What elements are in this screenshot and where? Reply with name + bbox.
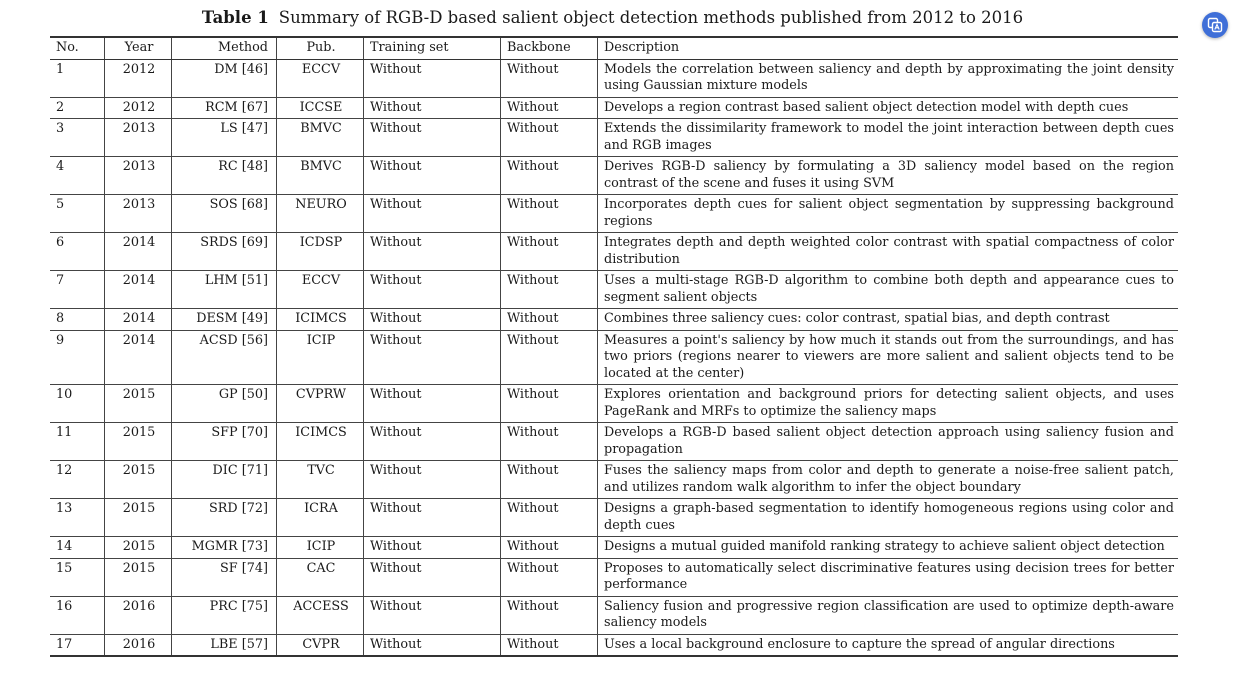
cell-training-set: Without xyxy=(364,157,501,195)
cell-no: 11 xyxy=(50,423,105,461)
cell-method: DM [46] xyxy=(172,59,277,97)
header-pub: Pub. xyxy=(277,37,364,59)
cell-pub: ICDSP xyxy=(277,233,364,271)
cell-year: 2013 xyxy=(105,157,172,195)
cell-backbone: Without xyxy=(501,157,598,195)
cell-year: 2015 xyxy=(105,537,172,559)
cell-pub: ICIMCS xyxy=(277,423,364,461)
header-training-set: Training set xyxy=(364,37,501,59)
table-row xyxy=(50,537,1178,559)
table-row xyxy=(50,309,1178,331)
translate-icon xyxy=(1207,17,1223,33)
cell-method: MGMR [73] xyxy=(172,537,277,559)
cell-backbone: Without xyxy=(501,461,598,499)
cell-training-set: Without xyxy=(364,271,501,309)
cell-pub: ICCSE xyxy=(277,97,364,119)
cell-backbone: Without xyxy=(501,558,598,596)
cell-description: Develops a region contrast based salient object detection model with depth cues xyxy=(598,97,1179,119)
cell-no: 13 xyxy=(50,499,105,537)
cell-training-set: Without xyxy=(364,119,501,157)
cell-no: 7 xyxy=(50,271,105,309)
cell-method: SRDS [69] xyxy=(172,233,277,271)
cell-pub: BMVC xyxy=(277,119,364,157)
cell-training-set: Without xyxy=(364,499,501,537)
cell-pub: ECCV xyxy=(277,59,364,97)
cell-pub: ICIP xyxy=(277,537,364,559)
cell-backbone: Without xyxy=(501,97,598,119)
cell-description: Integrates depth and depth weighted color contrast with spatial compactness of color distribution xyxy=(598,233,1179,271)
cell-description: Explores orientation and background priors for detecting salient objects, and uses PageRank and MRFs to optimize the saliency maps xyxy=(598,385,1179,423)
cell-year: 2014 xyxy=(105,233,172,271)
cell-backbone: Without xyxy=(501,271,598,309)
header-no: No. xyxy=(50,37,105,59)
cell-no: 3 xyxy=(50,119,105,157)
cell-training-set: Without xyxy=(364,309,501,331)
cell-description: Fuses the saliency maps from color and depth to generate a noise-free salient patch, and utilizes random walk algorithm to infer the object boundary xyxy=(598,461,1179,499)
cell-description: Models the correlation between saliency and depth by approximating the joint density using Gaussian mixture models xyxy=(598,59,1179,97)
cell-year: 2013 xyxy=(105,119,172,157)
header-description: Description xyxy=(598,37,1179,59)
cell-method: SOS [68] xyxy=(172,195,277,233)
cell-backbone: Without xyxy=(501,233,598,271)
cell-no: 17 xyxy=(50,634,105,656)
cell-training-set: Without xyxy=(364,97,501,119)
cell-method: GP [50] xyxy=(172,385,277,423)
cell-backbone: Without xyxy=(501,596,598,634)
cell-year: 2015 xyxy=(105,461,172,499)
cell-method: SF [74] xyxy=(172,558,277,596)
cell-training-set: Without xyxy=(364,634,501,656)
cell-year: 2016 xyxy=(105,596,172,634)
table-row xyxy=(50,330,1178,385)
cell-backbone: Without xyxy=(501,309,598,331)
cell-no: 9 xyxy=(50,330,105,385)
methods-table xyxy=(50,36,1178,657)
cell-method: DESM [49] xyxy=(172,309,277,331)
cell-no: 8 xyxy=(50,309,105,331)
cell-backbone: Without xyxy=(501,499,598,537)
cell-no: 5 xyxy=(50,195,105,233)
cell-pub: CAC xyxy=(277,558,364,596)
cell-method: DIC [71] xyxy=(172,461,277,499)
cell-pub: TVC xyxy=(277,461,364,499)
cell-pub: BMVC xyxy=(277,157,364,195)
cell-description: Derives RGB-D saliency by formulating a 3D saliency model based on the region contrast of the scene and fuses it using SVM xyxy=(598,157,1179,195)
cell-training-set: Without xyxy=(364,461,501,499)
cell-no: 4 xyxy=(50,157,105,195)
cell-method: PRC [75] xyxy=(172,596,277,634)
cell-description: Proposes to automatically select discriminative features using decision trees for better performance xyxy=(598,558,1179,596)
cell-description: Designs a mutual guided manifold ranking strategy to achieve salient object detection xyxy=(598,537,1179,559)
table-label: Table 1 xyxy=(201,8,269,27)
cell-description: Uses a multi-stage RGB-D algorithm to combine both depth and appearance cues to segment salient objects xyxy=(598,271,1179,309)
cell-method: LHM [51] xyxy=(172,271,277,309)
cell-backbone: Without xyxy=(501,537,598,559)
cell-pub: ICIMCS xyxy=(277,309,364,331)
cell-year: 2015 xyxy=(105,558,172,596)
cell-backbone: Without xyxy=(501,330,598,385)
cell-training-set: Without xyxy=(364,423,501,461)
cell-description: Saliency fusion and progressive region classification are used to optimize depth-aware saliency models xyxy=(598,596,1179,634)
cell-pub: ICRA xyxy=(277,499,364,537)
cell-method: RCM [67] xyxy=(172,97,277,119)
cell-no: 2 xyxy=(50,97,105,119)
cell-method: LS [47] xyxy=(172,119,277,157)
table-row xyxy=(50,596,1178,634)
cell-no: 16 xyxy=(50,596,105,634)
cell-pub: NEURO xyxy=(277,195,364,233)
cell-backbone: Without xyxy=(501,634,598,656)
table-caption-text: Summary of RGB-D based salient object detection methods published from 2012 to 2016 xyxy=(278,8,1024,27)
cell-year: 2013 xyxy=(105,195,172,233)
header-row xyxy=(50,37,1178,59)
cell-method: SRD [72] xyxy=(172,499,277,537)
table-row xyxy=(50,634,1178,656)
cell-year: 2015 xyxy=(105,499,172,537)
cell-no: 12 xyxy=(50,461,105,499)
cell-training-set: Without xyxy=(364,537,501,559)
cell-backbone: Without xyxy=(501,119,598,157)
table-row xyxy=(50,461,1178,499)
cell-no: 14 xyxy=(50,537,105,559)
cell-year: 2012 xyxy=(105,59,172,97)
table-row xyxy=(50,59,1178,97)
cell-method: SFP [70] xyxy=(172,423,277,461)
cell-year: 2014 xyxy=(105,330,172,385)
table-row xyxy=(50,385,1178,423)
translate-button[interactable] xyxy=(1202,12,1228,38)
cell-pub: CVPR xyxy=(277,634,364,656)
cell-no: 10 xyxy=(50,385,105,423)
table-row xyxy=(50,499,1178,537)
cell-no: 15 xyxy=(50,558,105,596)
cell-training-set: Without xyxy=(364,59,501,97)
table-row xyxy=(50,195,1178,233)
cell-description: Designs a graph-based segmentation to identify homogeneous regions using color and depth cues xyxy=(598,499,1179,537)
cell-description: Develops a RGB-D based salient object detection approach using saliency fusion and propagation xyxy=(598,423,1179,461)
cell-training-set: Without xyxy=(364,233,501,271)
cell-pub: ACCESS xyxy=(277,596,364,634)
cell-backbone: Without xyxy=(501,59,598,97)
header-year: Year xyxy=(105,37,172,59)
table-row xyxy=(50,423,1178,461)
cell-year: 2014 xyxy=(105,271,172,309)
cell-method: LBE [57] xyxy=(172,634,277,656)
table-row xyxy=(50,558,1178,596)
cell-backbone: Without xyxy=(501,423,598,461)
table-row xyxy=(50,271,1178,309)
cell-year: 2015 xyxy=(105,385,172,423)
cell-training-set: Without xyxy=(364,558,501,596)
table-row xyxy=(50,119,1178,157)
cell-year: 2015 xyxy=(105,423,172,461)
cell-no: 6 xyxy=(50,233,105,271)
cell-description: Measures a point's saliency by how much it stands out from the surroundings, and has two priors (regions nearer to viewers are more salient and salient objects tend to be located at the center) xyxy=(598,330,1179,385)
cell-description: Incorporates depth cues for salient object segmentation by suppressing background regions xyxy=(598,195,1179,233)
table-row xyxy=(50,233,1178,271)
header-method: Method xyxy=(172,37,277,59)
cell-training-set: Without xyxy=(364,385,501,423)
cell-backbone: Without xyxy=(501,195,598,233)
table-row xyxy=(50,97,1178,119)
cell-method: RC [48] xyxy=(172,157,277,195)
cell-year: 2012 xyxy=(105,97,172,119)
cell-description: Combines three saliency cues: color contrast, spatial bias, and depth contrast xyxy=(598,309,1179,331)
cell-year: 2016 xyxy=(105,634,172,656)
header-backbone: Backbone xyxy=(501,37,598,59)
cell-pub: ECCV xyxy=(277,271,364,309)
cell-description: Uses a local background enclosure to capture the spread of angular directions xyxy=(598,634,1179,656)
table-row xyxy=(50,157,1178,195)
table-body xyxy=(50,59,1178,656)
cell-training-set: Without xyxy=(364,195,501,233)
cell-no: 1 xyxy=(50,59,105,97)
cell-backbone: Without xyxy=(501,385,598,423)
cell-method: ACSD [56] xyxy=(172,330,277,385)
cell-description: Extends the dissimilarity framework to model the joint interaction between depth cues and RGB images xyxy=(598,119,1179,157)
cell-year: 2014 xyxy=(105,309,172,331)
cell-training-set: Without xyxy=(364,330,501,385)
cell-pub: ICIP xyxy=(277,330,364,385)
cell-training-set: Without xyxy=(364,596,501,634)
table-caption xyxy=(0,8,1225,27)
cell-pub: CVPRW xyxy=(277,385,364,423)
